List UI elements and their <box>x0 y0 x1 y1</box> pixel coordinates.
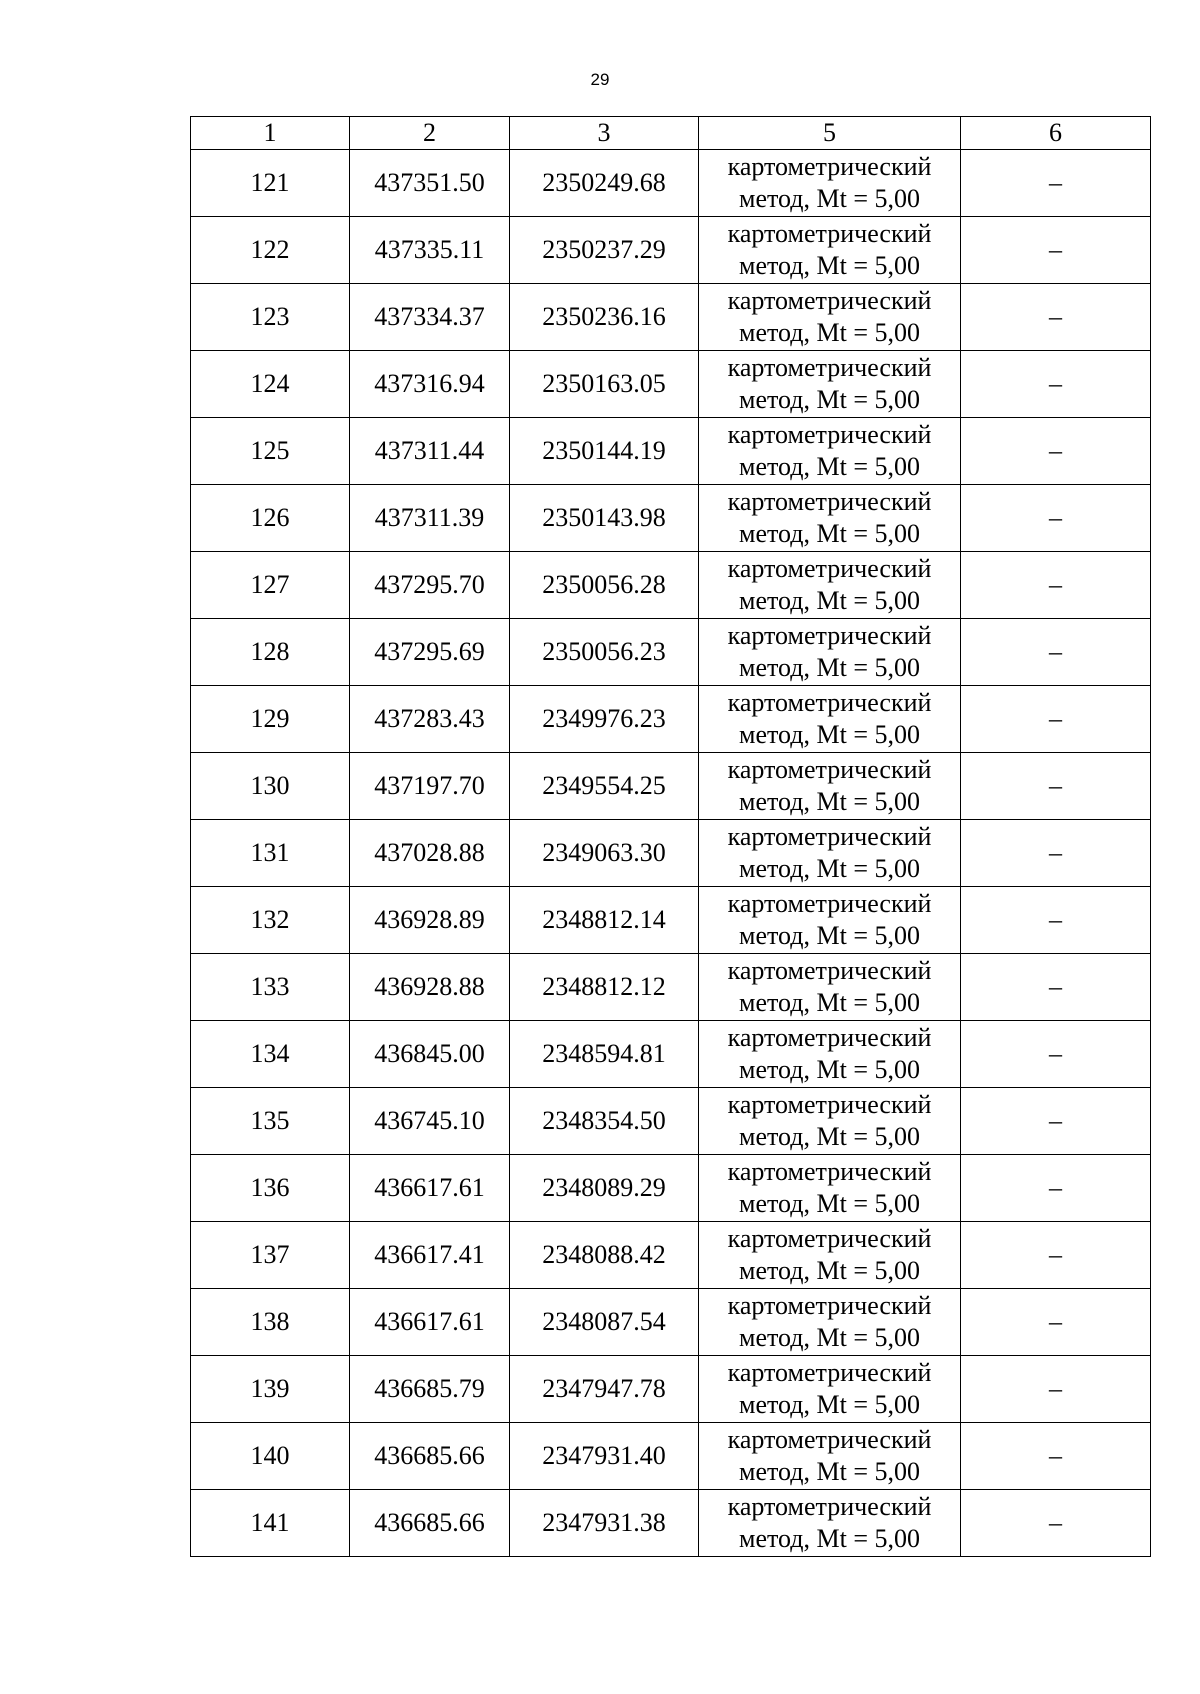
method-line-1: картометрический <box>727 1425 932 1454</box>
method-cell <box>699 619 961 686</box>
x-coordinate-cell: 437334.37 <box>350 284 510 351</box>
method-cell <box>699 1356 961 1423</box>
column-6-cell: – <box>961 418 1151 485</box>
column-6-cell: – <box>961 217 1151 284</box>
header-cell-5: 5 <box>699 117 961 150</box>
method-cell <box>699 820 961 887</box>
column-6-cell: – <box>961 351 1151 418</box>
method-line-2: метод, Mt = 5,00 <box>739 385 920 414</box>
y-coordinate-cell: 2348594.81 <box>510 1021 699 1088</box>
x-coordinate-cell: 436617.61 <box>350 1289 510 1356</box>
table-row <box>191 753 1151 820</box>
method-line-2: метод, Mt = 5,00 <box>739 452 920 481</box>
y-coordinate-cell: 2348088.42 <box>510 1222 699 1289</box>
column-6-cell: – <box>961 485 1151 552</box>
y-coordinate-cell: 2348812.12 <box>510 954 699 1021</box>
method-line-1: картометрический <box>727 1157 932 1186</box>
method-cell <box>699 217 961 284</box>
column-6-cell: – <box>961 1222 1151 1289</box>
method-line-1: картометрический <box>727 286 932 315</box>
method-line-2: метод, Mt = 5,00 <box>739 653 920 682</box>
method-cell <box>699 418 961 485</box>
y-coordinate-cell: 2349063.30 <box>510 820 699 887</box>
method-line-1: картометрический <box>727 889 932 918</box>
x-coordinate-cell: 436617.41 <box>350 1222 510 1289</box>
header-row <box>191 117 1151 150</box>
y-coordinate-cell: 2350249.68 <box>510 150 699 217</box>
table-row <box>191 820 1151 887</box>
point-number-cell: 141 <box>191 1490 350 1557</box>
method-line-2: метод, Mt = 5,00 <box>739 854 920 883</box>
point-number-cell: 127 <box>191 552 350 619</box>
method-line-1: картометрический <box>727 152 932 181</box>
column-6-cell: – <box>961 1021 1151 1088</box>
method-line-1: картометрический <box>727 1291 932 1320</box>
header-cell-2: 2 <box>350 117 510 150</box>
table-body <box>191 150 1151 1557</box>
x-coordinate-cell: 436928.89 <box>350 887 510 954</box>
y-coordinate-cell: 2347931.40 <box>510 1423 699 1490</box>
y-coordinate-cell: 2348087.54 <box>510 1289 699 1356</box>
table-row <box>191 1088 1151 1155</box>
table-row <box>191 1021 1151 1088</box>
table-row <box>191 150 1151 217</box>
method-line-2: метод, Mt = 5,00 <box>739 1122 920 1151</box>
point-number-cell: 140 <box>191 1423 350 1490</box>
x-coordinate-cell: 437351.50 <box>350 150 510 217</box>
column-6-cell: – <box>961 1490 1151 1557</box>
column-6-cell: – <box>961 1155 1151 1222</box>
table-row <box>191 552 1151 619</box>
method-line-1: картометрический <box>727 755 932 784</box>
table-row <box>191 351 1151 418</box>
method-cell <box>699 1021 961 1088</box>
table-header <box>191 117 1151 150</box>
method-line-1: картометрический <box>727 1224 932 1253</box>
table-row <box>191 954 1151 1021</box>
x-coordinate-cell: 436685.66 <box>350 1423 510 1490</box>
y-coordinate-cell: 2350237.29 <box>510 217 699 284</box>
y-coordinate-cell: 2349554.25 <box>510 753 699 820</box>
method-line-1: картометрический <box>727 420 932 449</box>
point-number-cell: 139 <box>191 1356 350 1423</box>
x-coordinate-cell: 437283.43 <box>350 686 510 753</box>
method-line-2: метод, Mt = 5,00 <box>739 1390 920 1419</box>
header-cell-3: 3 <box>510 117 699 150</box>
column-6-cell: – <box>961 1423 1151 1490</box>
method-line-2: метод, Mt = 5,00 <box>739 1524 920 1553</box>
method-line-1: картометрический <box>727 621 932 650</box>
method-line-2: метод, Mt = 5,00 <box>739 1323 920 1352</box>
table-row <box>191 1356 1151 1423</box>
table-row <box>191 1490 1151 1557</box>
table-row <box>191 284 1151 351</box>
x-coordinate-cell: 436845.00 <box>350 1021 510 1088</box>
method-cell <box>699 552 961 619</box>
table-row <box>191 686 1151 753</box>
y-coordinate-cell: 2350163.05 <box>510 351 699 418</box>
method-cell <box>699 954 961 1021</box>
method-line-1: картометрический <box>727 487 932 516</box>
y-coordinate-cell: 2350056.23 <box>510 619 699 686</box>
x-coordinate-cell: 437311.44 <box>350 418 510 485</box>
point-number-cell: 137 <box>191 1222 350 1289</box>
method-line-2: метод, Mt = 5,00 <box>739 318 920 347</box>
point-number-cell: 138 <box>191 1289 350 1356</box>
method-line-2: метод, Mt = 5,00 <box>739 1256 920 1285</box>
point-number-cell: 124 <box>191 351 350 418</box>
method-cell <box>699 150 961 217</box>
point-number-cell: 123 <box>191 284 350 351</box>
method-cell <box>699 1490 961 1557</box>
method-cell <box>699 1155 961 1222</box>
y-coordinate-cell: 2347931.38 <box>510 1490 699 1557</box>
method-line-2: метод, Mt = 5,00 <box>739 586 920 615</box>
method-cell <box>699 1222 961 1289</box>
point-number-cell: 136 <box>191 1155 350 1222</box>
method-line-1: картометрический <box>727 1023 932 1052</box>
table-row <box>191 418 1151 485</box>
x-coordinate-cell: 437197.70 <box>350 753 510 820</box>
x-coordinate-cell: 436745.10 <box>350 1088 510 1155</box>
method-line-1: картометрический <box>727 956 932 985</box>
method-line-1: картометрический <box>727 219 932 248</box>
table-row <box>191 1155 1151 1222</box>
method-line-2: метод, Mt = 5,00 <box>739 1055 920 1084</box>
table-row <box>191 887 1151 954</box>
x-coordinate-cell: 437028.88 <box>350 820 510 887</box>
method-line-2: метод, Mt = 5,00 <box>739 1189 920 1218</box>
column-6-cell: – <box>961 954 1151 1021</box>
y-coordinate-cell: 2348812.14 <box>510 887 699 954</box>
header-cell-1: 1 <box>191 117 350 150</box>
method-cell <box>699 1088 961 1155</box>
column-6-cell: – <box>961 1289 1151 1356</box>
method-line-2: метод, Mt = 5,00 <box>739 988 920 1017</box>
page-number: 29 <box>590 70 610 89</box>
coordinates-table <box>190 116 1151 1557</box>
method-cell <box>699 887 961 954</box>
x-coordinate-cell: 437295.70 <box>350 552 510 619</box>
header-cell-6: 6 <box>961 117 1151 150</box>
method-cell <box>699 351 961 418</box>
method-line-1: картометрический <box>727 822 932 851</box>
point-number-cell: 126 <box>191 485 350 552</box>
point-number-cell: 134 <box>191 1021 350 1088</box>
y-coordinate-cell: 2350056.28 <box>510 552 699 619</box>
x-coordinate-cell: 436928.88 <box>350 954 510 1021</box>
point-number-cell: 130 <box>191 753 350 820</box>
x-coordinate-cell: 437295.69 <box>350 619 510 686</box>
point-number-cell: 128 <box>191 619 350 686</box>
method-cell <box>699 753 961 820</box>
x-coordinate-cell: 436685.66 <box>350 1490 510 1557</box>
column-6-cell: – <box>961 887 1151 954</box>
method-line-1: картометрический <box>727 353 932 382</box>
method-cell <box>699 1423 961 1490</box>
y-coordinate-cell: 2348354.50 <box>510 1088 699 1155</box>
column-6-cell: – <box>961 150 1151 217</box>
y-coordinate-cell: 2347947.78 <box>510 1356 699 1423</box>
table-row <box>191 217 1151 284</box>
point-number-cell: 133 <box>191 954 350 1021</box>
method-line-1: картометрический <box>727 1090 932 1119</box>
column-6-cell: – <box>961 686 1151 753</box>
method-cell <box>699 686 961 753</box>
method-line-1: картометрический <box>727 1358 932 1387</box>
x-coordinate-cell: 437311.39 <box>350 485 510 552</box>
method-line-2: метод, Mt = 5,00 <box>739 720 920 749</box>
point-number-cell: 125 <box>191 418 350 485</box>
column-6-cell: – <box>961 284 1151 351</box>
column-6-cell: – <box>961 619 1151 686</box>
method-line-2: метод, Mt = 5,00 <box>739 184 920 213</box>
point-number-cell: 131 <box>191 820 350 887</box>
method-line-2: метод, Mt = 5,00 <box>739 921 920 950</box>
y-coordinate-cell: 2348089.29 <box>510 1155 699 1222</box>
method-cell <box>699 284 961 351</box>
column-6-cell: – <box>961 552 1151 619</box>
y-coordinate-cell: 2350143.98 <box>510 485 699 552</box>
point-number-cell: 129 <box>191 686 350 753</box>
method-line-2: метод, Mt = 5,00 <box>739 519 920 548</box>
method-line-2: метод, Mt = 5,00 <box>739 1457 920 1486</box>
method-line-1: картометрический <box>727 688 932 717</box>
table-row <box>191 1222 1151 1289</box>
table-row <box>191 485 1151 552</box>
table-row <box>191 1423 1151 1490</box>
point-number-cell: 121 <box>191 150 350 217</box>
x-coordinate-cell: 437316.94 <box>350 351 510 418</box>
column-6-cell: – <box>961 753 1151 820</box>
point-number-cell: 132 <box>191 887 350 954</box>
x-coordinate-cell: 437335.11 <box>350 217 510 284</box>
method-cell <box>699 485 961 552</box>
y-coordinate-cell: 2350236.16 <box>510 284 699 351</box>
method-line-2: метод, Mt = 5,00 <box>739 251 920 280</box>
column-6-cell: – <box>961 1356 1151 1423</box>
point-number-cell: 122 <box>191 217 350 284</box>
table-row <box>191 619 1151 686</box>
y-coordinate-cell: 2350144.19 <box>510 418 699 485</box>
method-cell <box>699 1289 961 1356</box>
point-number-cell: 135 <box>191 1088 350 1155</box>
method-line-1: картометрический <box>727 554 932 583</box>
method-line-2: метод, Mt = 5,00 <box>739 787 920 816</box>
table-row <box>191 1289 1151 1356</box>
y-coordinate-cell: 2349976.23 <box>510 686 699 753</box>
x-coordinate-cell: 436617.61 <box>350 1155 510 1222</box>
method-line-1: картометрический <box>727 1492 932 1521</box>
column-6-cell: – <box>961 1088 1151 1155</box>
column-6-cell: – <box>961 820 1151 887</box>
x-coordinate-cell: 436685.79 <box>350 1356 510 1423</box>
